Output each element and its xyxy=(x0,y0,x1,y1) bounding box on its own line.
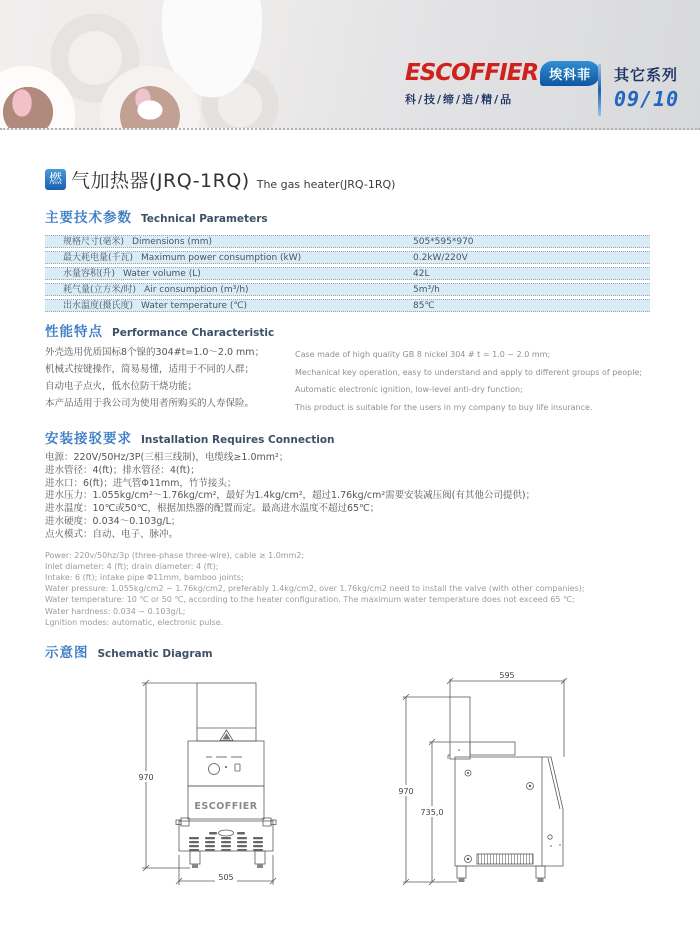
section-installation xyxy=(45,427,660,447)
series-number: 09/10 xyxy=(614,87,680,111)
row-label-en: Water temperature (℃) xyxy=(141,301,248,311)
dim-label-front-width: 505 xyxy=(218,873,234,882)
install-line-cn: 进水口：6(ft)；进气管Φ11mm，竹节接头； xyxy=(45,477,237,489)
row-value: 85℃ xyxy=(413,301,435,311)
dim-label-front-height: 970 xyxy=(138,773,154,782)
technical-parameters-table xyxy=(45,235,650,312)
dim-label-side-height: 970 xyxy=(398,787,414,796)
perf-line-cn: 机械式按键操作，简易易懂，适用于不同的人群； xyxy=(45,364,255,375)
row-label-en: Air consumption (m³/h) xyxy=(144,285,249,295)
install-line-cn: 电源：220V/50Hz/3P(三相三线制)，电缆线≥1.0mm²； xyxy=(45,452,289,463)
product-title-cn: 气加热器(JRQ-1RQ) xyxy=(71,170,250,192)
brand-logo xyxy=(405,60,600,107)
brand-tagline: 科/技/缔/造/精/品 xyxy=(405,93,514,106)
install-line-en: Inlet diameter: 4 (ft); drain diameter: 4 (ft); xyxy=(45,561,219,571)
row-label-cn: 规格尺寸(毫米) xyxy=(63,237,125,247)
install-line-en: Water hardness: 0.034 ~ 0.103g/L; xyxy=(45,606,186,616)
installation-en-text xyxy=(45,550,660,628)
perf-line-en: Case made of high quality GB 8 nickel 304 # t = 1.0 ~ 2.0 mm; xyxy=(295,350,551,359)
perf-line-cn: 自动电子点火，低水位防干烧功能； xyxy=(45,381,198,392)
side-view-drawing xyxy=(390,669,620,903)
vent-slots xyxy=(189,837,263,851)
table-row xyxy=(45,299,650,312)
section-heading-en: Performance Characteristic xyxy=(112,327,275,339)
row-label-cn: 最大耗电量(千瓦) xyxy=(63,253,134,263)
installation-cn-text xyxy=(45,452,660,542)
schematic-diagrams xyxy=(45,669,660,903)
section-heading-cn: 示意图 xyxy=(45,645,89,661)
row-label-cn: 出水温度(摄氏度) xyxy=(63,301,134,311)
performance-text xyxy=(45,344,660,416)
perf-line-cn: 本产品适用于我公司为使用者所购买的人寿保险。 xyxy=(45,398,255,409)
section-heading-cn: 性能特点 xyxy=(45,324,103,340)
page-content xyxy=(0,166,700,903)
install-line-cn: 进水温度：10℃或50℃，根据加热器的配置而定。最高进水温度不超过65℃； xyxy=(45,503,380,515)
perf-line-en: Mechanical key operation, easy to understand and apply to different groups of people; xyxy=(295,367,643,377)
front-brand-text: ESCOFFIER xyxy=(194,801,258,812)
perf-line-cn: 外壳选用优质国标8个镍的304#t=1.0～2.0 mm； xyxy=(45,347,265,358)
section-heading-en: Technical Parameters xyxy=(141,213,268,225)
dim-label-side-inner-height: 735,0 xyxy=(420,808,444,817)
performance-en-column xyxy=(295,344,660,416)
row-label-en: Maximum power consumption (kW) xyxy=(141,253,302,263)
install-line-en: Intake: 6 (ft); intake pipe Φ11mm, bamboo joints; xyxy=(45,572,244,582)
knob-icon xyxy=(209,764,220,775)
section-heading-cn: 主要技术参数 xyxy=(45,210,132,226)
table-row xyxy=(45,283,650,296)
row-label-cn: 水量容积(升) xyxy=(63,269,116,279)
row-value: 0.2kW/220V xyxy=(413,253,468,263)
page-title xyxy=(45,166,660,193)
section-heading-en: Schematic Diagram xyxy=(97,648,213,660)
product-title-en: The gas heater(JRQ-1RQ) xyxy=(256,178,396,191)
install-line-cn: 进水压力：1.055kg/cm²～1.76kg/cm²，最好为1.4kg/cm²，超过1.76kg/cm²需要安装减压阀(有其他公司提供)； xyxy=(45,490,536,502)
install-line-en: Water temperature: 10 ℃ or 50 ℃, according to the heater configuration. The maximum water temperature does not exceed 65 ℃; xyxy=(45,595,575,605)
burn-icon: 燃 xyxy=(45,169,66,190)
install-line-en: Water pressure: 1.055kg/cm2 ~ 1.76kg/cm2, preferably 1.4kg/cm2, over 1.76kg/cm2 need to install the valve (with other companies); xyxy=(45,584,585,594)
series-label: 其它系列 xyxy=(614,66,679,84)
row-label-en: Dimensions (mm) xyxy=(132,237,212,247)
install-line-cn: 进水硬度：0.034～0.103g/L； xyxy=(45,515,181,527)
front-view-drawing xyxy=(120,669,380,903)
section-schematic xyxy=(45,641,660,661)
table-row xyxy=(45,267,650,280)
section-heading-en: Installation Requires Connection xyxy=(141,434,335,446)
series-block xyxy=(614,64,679,111)
section-heading-cn: 安装接驳要求 xyxy=(45,431,132,447)
brand-badge: 埃科菲 xyxy=(540,61,600,86)
install-line-en: Lgnition modes: automatic, electronic pulse. xyxy=(45,617,224,627)
row-value: 505*595*970 xyxy=(413,237,474,247)
row-value: 5m³/h xyxy=(413,285,440,295)
row-label-en: Water volume (L) xyxy=(123,269,201,279)
row-label-cn: 耗气量(立方米/时) xyxy=(63,285,137,295)
perf-line-en: Automatic electronic ignition, low-level anti-dry function; xyxy=(295,385,523,394)
install-line-cn: 进水管径：4(ft)；排水管径：4(ft)； xyxy=(45,464,200,476)
table-row xyxy=(45,251,650,264)
section-technical-parameters xyxy=(45,206,660,226)
install-line-en: Power: 220v/50hz/3p (three-phase three-wire), cable ≥ 1.0mm2; xyxy=(45,550,305,560)
dim-label-side-width: 595 xyxy=(499,671,515,680)
header-banner xyxy=(0,0,700,130)
install-line-cn: 点火模式：自动、电子、脉冲。 xyxy=(45,528,179,540)
section-performance xyxy=(45,320,660,340)
performance-cn-column xyxy=(45,344,295,416)
perf-line-en: This product is suitable for the users in my company to buy life insurance. xyxy=(295,402,593,412)
row-value: 42L xyxy=(413,269,430,279)
header-divider xyxy=(598,64,601,116)
table-row xyxy=(45,235,650,248)
brand-name: ESCOFFIER xyxy=(405,60,539,86)
